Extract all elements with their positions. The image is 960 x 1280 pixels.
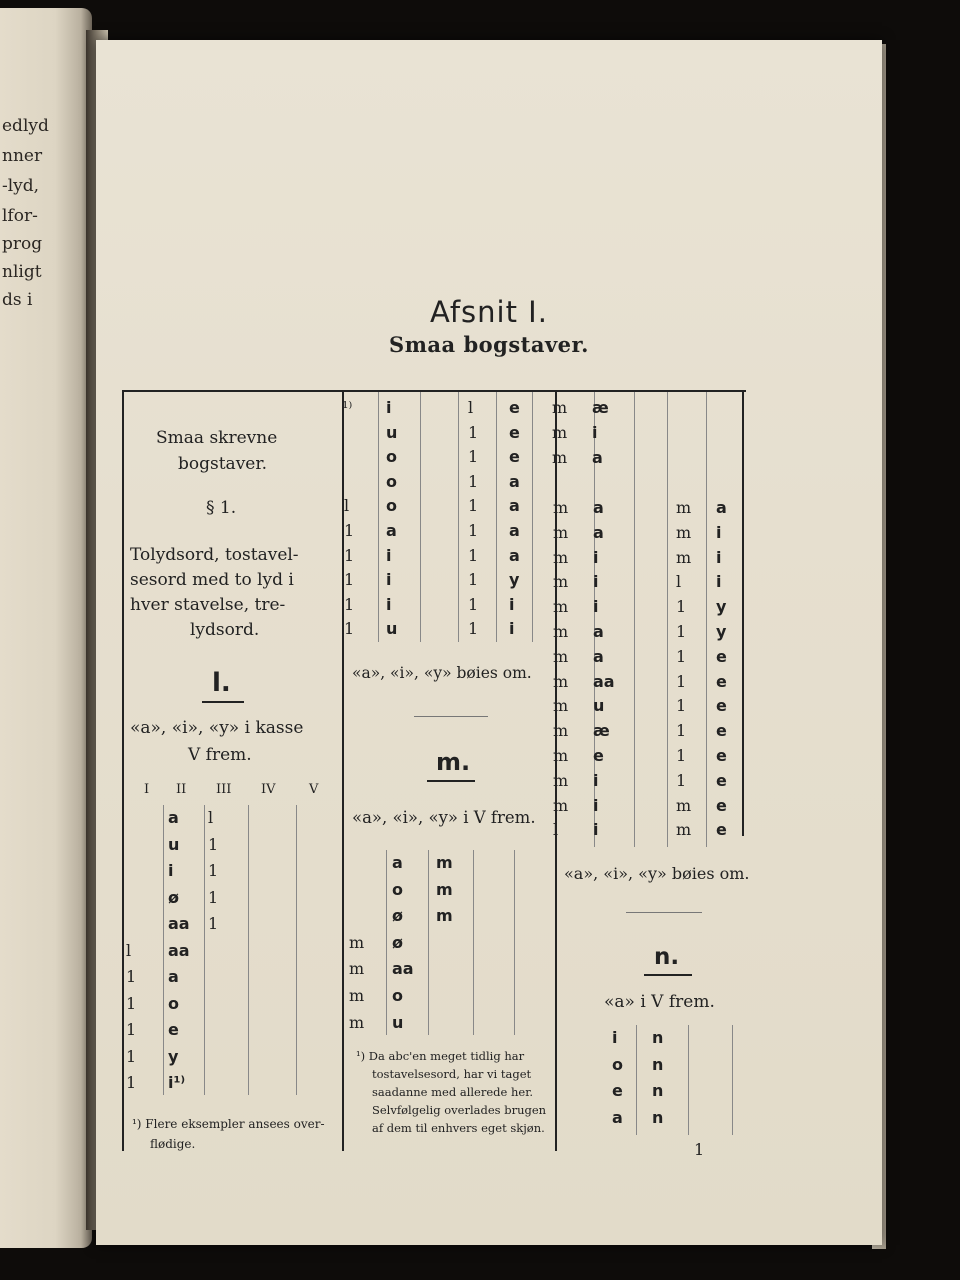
grid-letter: n	[652, 1028, 664, 1047]
grid-letter: m	[553, 498, 569, 517]
grid-letter: m	[436, 853, 453, 872]
facing-page	[0, 8, 92, 1248]
grid-letter: 1	[344, 521, 355, 540]
section-number: § 1.	[206, 498, 237, 518]
grid-letter: l	[676, 572, 682, 592]
grid-letter: 1	[126, 1046, 137, 1066]
grid-letter: o	[168, 993, 179, 1013]
grid-letter: e	[509, 398, 520, 417]
grid-line	[634, 392, 635, 847]
grid-letter: y	[509, 570, 520, 590]
body-text: lydsord.	[190, 620, 260, 640]
grid-line	[204, 805, 205, 1095]
grid-letter: i	[593, 547, 599, 567]
rule-text: «a», «i», «y» i kasse	[130, 718, 304, 738]
grid-letter: a	[386, 521, 397, 540]
grid-letter: m	[436, 879, 453, 899]
rule-text: V frem.	[188, 745, 252, 765]
letter-underline	[427, 780, 475, 782]
grid-letter: i	[386, 398, 392, 417]
grid-letter: a	[593, 646, 604, 666]
grid-letter: ø	[168, 887, 179, 907]
grid-letter: 1	[208, 861, 219, 880]
separator	[414, 716, 488, 717]
grid-letter: m	[553, 522, 569, 542]
facing-page-text: edlyd	[2, 116, 49, 136]
grid-letter: y	[716, 622, 727, 641]
grid-letter: 1	[676, 746, 687, 765]
grid-line	[636, 1025, 637, 1135]
grid-line	[248, 805, 249, 1095]
rule-text: «a», «i», «y» bøies om.	[564, 864, 750, 883]
grid-letter: ¹⁾	[342, 398, 353, 417]
grid-letter: o	[386, 447, 397, 467]
grid-letter: 1	[468, 422, 479, 442]
letter-heading: n.	[654, 944, 680, 970]
grid-letter: o	[392, 879, 403, 899]
grid-letter: 1	[676, 721, 687, 741]
grid-letter: e	[509, 447, 520, 467]
grid-letter: e	[509, 422, 520, 442]
grid-letter: u	[386, 619, 398, 639]
grid-letter: 1	[468, 447, 479, 467]
grid-letter: i	[509, 619, 515, 639]
body-text: sesord med to lyd i	[130, 570, 294, 590]
grid-letter: i	[386, 570, 392, 590]
footnote-line: ¹) Da abc'en meget tidlig har	[356, 1049, 525, 1063]
grid-line	[163, 805, 164, 1095]
grid-letter: 1	[676, 646, 687, 666]
grid-letter: 1	[468, 545, 479, 565]
grid-letter: a	[509, 545, 520, 565]
rule-text: «a», «i», «y» bøies om.	[352, 664, 532, 682]
grid-letter: a	[509, 471, 520, 491]
facing-page-text: nner	[2, 146, 43, 166]
grid-letter: u	[386, 422, 398, 442]
grid-line	[706, 392, 707, 847]
grid-letter: æ	[593, 721, 610, 741]
grid-letter: u	[392, 1012, 404, 1032]
letter-heading: l.	[212, 668, 231, 698]
grid-letter: i	[716, 522, 722, 542]
grid-letter: m	[553, 622, 569, 641]
grid-letter: a	[168, 967, 179, 986]
column-heading: bogstaver.	[178, 454, 268, 474]
grid-letter: m	[676, 547, 692, 567]
grid-letter: m	[553, 671, 569, 691]
grid-letter: o	[386, 471, 397, 491]
grid-letter: aa	[168, 940, 190, 960]
grid-letter: m	[553, 597, 569, 617]
grid-letter: e	[716, 671, 727, 691]
grid-letter: aa	[168, 914, 190, 933]
grid-letter: 1	[208, 887, 219, 907]
grid-letter: 1	[676, 671, 687, 691]
grid-line	[386, 850, 387, 1035]
grid-letter: m	[349, 932, 365, 952]
grid-letter: 1	[126, 1073, 137, 1092]
rule-text: «a» i V frem.	[604, 992, 715, 1012]
footnote-line: saadanne med allerede her.	[372, 1085, 534, 1099]
grid-line	[532, 392, 533, 642]
facing-page-text: prog	[2, 234, 43, 254]
book-page	[96, 40, 882, 1245]
grid-letter: i¹⁾	[168, 1073, 186, 1092]
footnote: ¹) Flere eksempler ansees over-	[132, 1117, 325, 1131]
grid-letter: i	[593, 820, 599, 840]
grid-letter: e	[593, 746, 604, 765]
grid-letter: a	[509, 496, 520, 516]
grid-letter: a	[716, 498, 727, 517]
grid-letter: a	[612, 1107, 623, 1127]
grid-letter: n	[652, 1107, 664, 1127]
grid-letter: y	[168, 1046, 179, 1066]
grid-letter: m	[553, 770, 569, 790]
column-label: I	[144, 782, 150, 797]
grid-letter: i	[386, 545, 392, 565]
grid-letter: e	[716, 820, 727, 840]
section-subtitle: Smaa bogstaver.	[389, 332, 589, 357]
page-number: 1	[694, 1140, 705, 1159]
column-label: II	[176, 782, 187, 797]
grid-letter: m	[676, 498, 692, 517]
grid-letter: aa	[593, 671, 615, 691]
footnote-line: af dem til enhvers eget skjøn.	[372, 1121, 545, 1135]
grid-letter: 1	[344, 545, 355, 565]
facing-page-text: -lyd,	[2, 176, 40, 196]
column-heading: Smaa skrevne	[156, 428, 278, 448]
grid-letter: u	[593, 696, 605, 716]
column-divider	[742, 391, 744, 836]
grid-letter: e	[716, 746, 727, 765]
grid-letter: m	[676, 820, 692, 840]
grid-letter: m	[552, 398, 568, 417]
grid-letter: l	[208, 808, 214, 827]
grid-line	[496, 392, 497, 642]
grid-line	[296, 805, 297, 1095]
grid-letter: 1	[676, 622, 687, 641]
grid-letter: m	[349, 1012, 365, 1032]
grid-letter: a	[593, 522, 604, 542]
body-text: hver stavelse, tre-	[130, 595, 286, 615]
facing-page-text: nligt	[2, 262, 42, 282]
section-title: Afsnit I.	[430, 295, 548, 329]
grid-line	[688, 1025, 689, 1135]
column-label: IV	[261, 782, 276, 797]
grid-line	[420, 392, 421, 642]
grid-letter: æ	[592, 398, 609, 417]
grid-letter: 1	[676, 696, 687, 716]
grid-letter: i	[593, 572, 599, 592]
grid-letter: a	[593, 498, 604, 517]
grid-letter: ø	[392, 932, 403, 952]
grid-letter: a	[392, 853, 403, 872]
grid-line	[514, 850, 515, 1035]
grid-letter: m	[552, 448, 568, 467]
grid-letter: m	[349, 959, 365, 979]
grid-letter: i	[716, 572, 722, 592]
grid-letter: m	[349, 986, 365, 1005]
grid-letter: 1	[126, 967, 137, 986]
footnote-line: Selvfølgelig overlades brugen	[372, 1103, 547, 1117]
grid-letter: 1	[468, 619, 479, 639]
grid-letter: e	[168, 1020, 179, 1039]
grid-letter: 1	[208, 914, 219, 933]
grid-letter: a	[509, 521, 520, 540]
grid-letter: 1	[344, 570, 355, 590]
grid-letter: m	[553, 721, 569, 741]
rule-text: «a», «i», «y» i V frem.	[352, 808, 536, 827]
grid-letter: i	[612, 1028, 618, 1047]
grid-letter: 1	[126, 1020, 137, 1039]
grid-letter: o	[612, 1054, 623, 1074]
grid-letter: o	[386, 496, 397, 516]
grid-letter: i	[509, 594, 515, 614]
grid-letter: 1	[126, 993, 137, 1013]
grid-letter: i	[593, 795, 599, 815]
grid-letter: e	[716, 770, 727, 790]
footnote: flødige.	[150, 1137, 196, 1151]
grid-letter: 1	[676, 770, 687, 790]
grid-letter: m	[553, 572, 569, 592]
grid-letter: m	[553, 746, 569, 765]
grid-letter: e	[716, 721, 727, 741]
grid-letter: 1	[468, 496, 479, 516]
grid-letter: 1	[468, 521, 479, 540]
grid-letter: 1	[468, 471, 479, 491]
grid-letter: 1	[468, 570, 479, 590]
grid-letter: m	[436, 906, 453, 926]
grid-letter: e	[716, 696, 727, 716]
facing-page-text: lfor-	[2, 206, 38, 226]
grid-letter: m	[676, 795, 692, 815]
grid-letter: m	[553, 646, 569, 666]
grid-letter: aa	[392, 959, 414, 979]
grid-letter: m	[553, 547, 569, 567]
grid-line	[667, 392, 668, 847]
grid-letter: a	[168, 808, 179, 827]
grid-letter: l	[468, 398, 474, 417]
grid-letter: i	[168, 861, 174, 880]
letter-underline	[202, 701, 244, 703]
grid-letter: m	[676, 522, 692, 542]
grid-letter: 1	[468, 594, 479, 614]
grid-letter: l	[344, 496, 350, 516]
grid-line	[428, 850, 429, 1035]
grid-letter: 1	[344, 619, 355, 639]
grid-letter: i	[386, 594, 392, 614]
table-left-border	[122, 391, 124, 1151]
grid-letter: l	[553, 820, 559, 840]
table-top-rule	[122, 390, 746, 392]
letter-underline	[644, 974, 692, 976]
grid-letter: 1	[676, 597, 687, 617]
grid-letter: e	[716, 646, 727, 666]
grid-letter: i	[593, 597, 599, 617]
grid-letter: i	[716, 547, 722, 567]
grid-letter: n	[652, 1054, 664, 1074]
grid-letter: y	[716, 597, 727, 617]
grid-letter: e	[612, 1081, 623, 1100]
column-label: III	[216, 782, 232, 797]
column-label: V	[309, 782, 319, 797]
grid-letter: 1	[208, 834, 219, 854]
grid-letter: o	[392, 986, 403, 1005]
grid-letter: m	[552, 423, 568, 442]
grid-letter: n	[652, 1081, 664, 1100]
grid-letter: l	[126, 940, 132, 960]
grid-line	[473, 850, 474, 1035]
grid-line	[458, 392, 459, 642]
grid-letter: m	[553, 696, 569, 716]
grid-letter: 1	[344, 594, 355, 614]
grid-line	[378, 392, 379, 642]
separator	[626, 912, 702, 913]
grid-letter: i	[592, 423, 598, 442]
grid-line	[732, 1025, 733, 1135]
grid-letter: a	[592, 448, 603, 467]
grid-letter: u	[168, 834, 180, 854]
footnote-line: tostavelsesord, har vi taget	[372, 1067, 532, 1081]
grid-letter: i	[593, 770, 599, 790]
grid-letter: ø	[392, 906, 403, 926]
facing-page-text: ds i	[2, 290, 33, 310]
grid-letter: m	[553, 795, 569, 815]
grid-letter: e	[716, 795, 727, 815]
letter-heading: m.	[436, 748, 471, 776]
body-text: Tolydsord, tostavel-	[130, 545, 299, 565]
grid-letter: a	[593, 622, 604, 641]
